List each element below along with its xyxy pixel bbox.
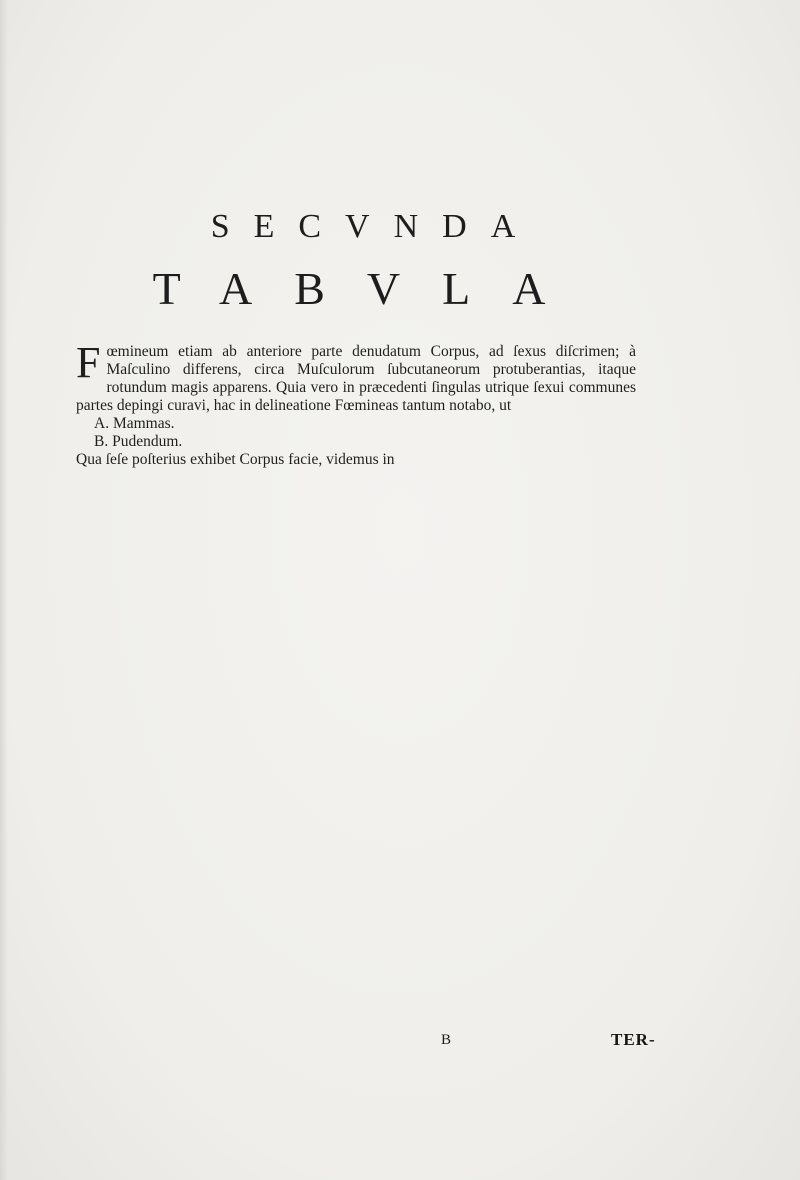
- closing-line: Qua ſeſe poſterius exhibet Corpus facie, videmus in: [76, 451, 395, 468]
- heading-tabula: TABVLA: [152, 263, 588, 314]
- heading-secunda: SECVNDA: [210, 208, 540, 245]
- list-item: A. Mammas.: [94, 415, 175, 432]
- page-edge-shadow: [0, 0, 8, 1180]
- intro-paragraph: [76, 338, 636, 415]
- catchword: TER-: [611, 1030, 656, 1049]
- list-item: B. Pudendum.: [94, 433, 183, 450]
- body-text: [76, 338, 636, 469]
- drop-initial: F: [76, 338, 101, 387]
- label-list: [76, 415, 636, 451]
- paragraph-text: œmineum etiam ab anteriore parte denudatum Corpus, ad ſexus diſcrimen; à Maſculino differens, circa Muſculorum ſubcutaneorum protuberantias, itaque rotundum magis apparens. Quia vero in præcedenti ſingulas utrique ſexui communes partes depingi curavi, hac in delineatione Fœmineas tantum notabo, ut: [76, 343, 636, 414]
- signature-mark: B: [441, 1032, 452, 1048]
